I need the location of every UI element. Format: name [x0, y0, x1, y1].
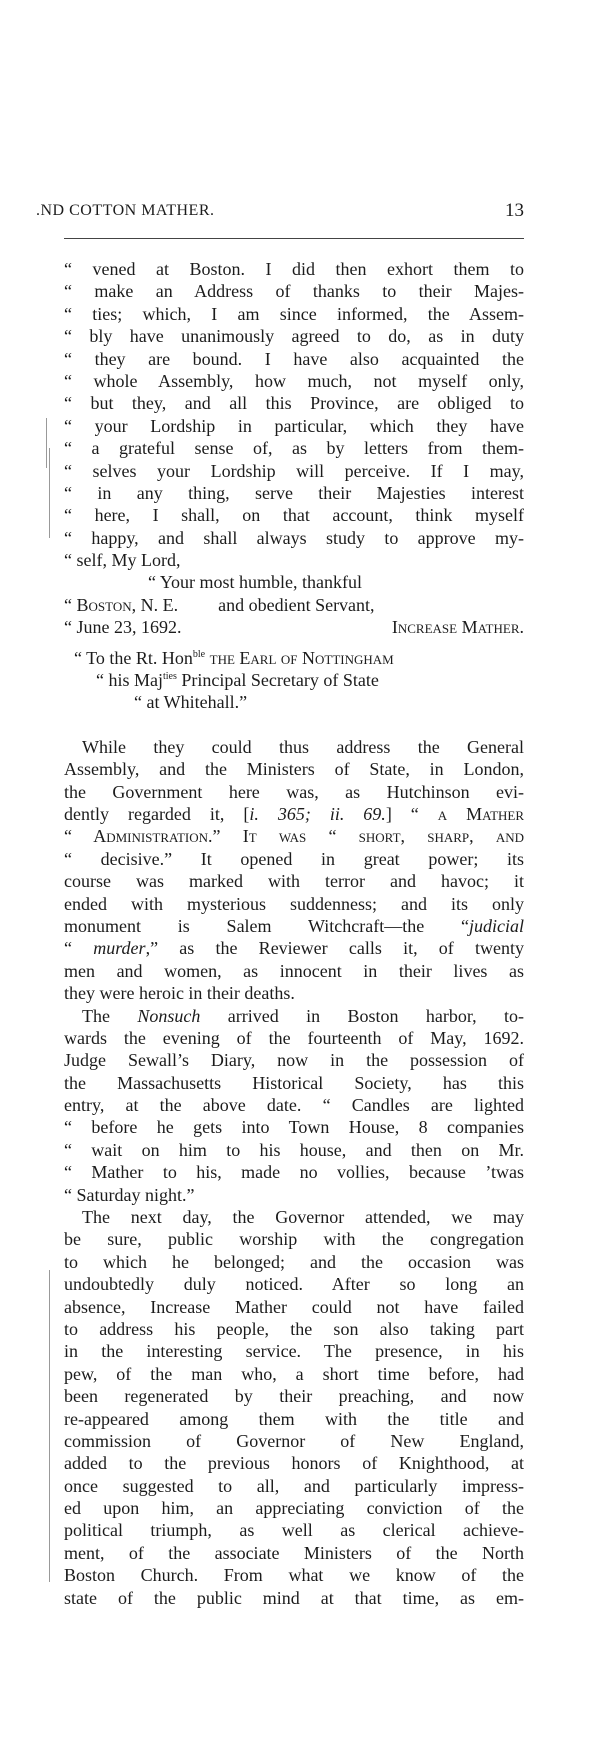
text-run-italic: murder: [93, 938, 146, 959]
paragraph-line: Assembly, and the Ministers of State, in London,: [64, 759, 524, 780]
address-line-1: [64, 647, 524, 669]
paragraph-line: be sure, public worship with the congregation: [64, 1229, 524, 1250]
text-run: “: [64, 938, 94, 959]
paragraph-line: in the interesting service. The presence, in his: [64, 1341, 524, 1362]
paragraph-line: wards the evening of the fourteenth of May, 1692.: [64, 1027, 524, 1048]
letter-line: “ in any thing, serve their Majesties interest: [64, 482, 524, 503]
paragraph-line: added to the previous honors of Knighthood, at: [64, 1453, 524, 1474]
paragraph-line: commission of Governor of New England,: [64, 1430, 524, 1451]
text-run-italic: Nonsuch: [137, 1005, 201, 1026]
letter-line: “ but they, and all this Province, are obliged to: [64, 393, 524, 414]
paragraph-3: [64, 1206, 524, 1609]
text-run: The: [82, 1005, 138, 1026]
letter-signature: Increase Mather.: [391, 617, 524, 638]
address-line-3: “ at Whitehall.”: [134, 692, 248, 713]
paragraph-line: The next day, the Governor attended, we may: [82, 1207, 524, 1228]
spacer: [64, 714, 524, 736]
letter-line: “ vened at Boston. I did then exhort them to: [64, 259, 524, 279]
letter-place: “ Boston, N. E.: [64, 594, 179, 615]
paragraph-line: ment, of the associate Ministers of the North: [64, 1542, 524, 1563]
paragraph-line: to address his people, the son also taking part: [64, 1318, 524, 1339]
letter-line: “ a grateful sense of, as by letters from them-: [64, 438, 524, 459]
paragraph-line: “ Administration.” It was “ short, sharp, and: [64, 826, 524, 847]
paragraph-line: absence, Increase Mather could not have failed: [64, 1296, 524, 1317]
letter-date: “ June 23, 1692.: [64, 617, 182, 638]
address-line-2: [64, 669, 524, 691]
letter-line: “ make an Address of thanks to their Majes-: [64, 281, 524, 302]
paragraph-line: they were heroic in their deaths.: [64, 983, 295, 1004]
paragraph-line: [64, 803, 524, 825]
spacer: [64, 639, 524, 647]
text-run: ] “ a Mather: [385, 803, 525, 824]
paragraph-line: been regenerated by their preaching, and now: [64, 1386, 524, 1407]
paragraph-line: [64, 937, 524, 959]
address-text: the Earl of Nottingham: [205, 647, 394, 668]
letter-date-line: [64, 616, 524, 638]
paragraph-line: Boston Church. From what we know of the: [64, 1565, 524, 1586]
text-run-italic: judicial: [469, 915, 524, 936]
page-header: [36, 202, 524, 228]
paragraph-line: the Massachusetts Historical Society, has this: [64, 1072, 524, 1093]
paragraph-1: [64, 736, 524, 1005]
paragraph-line: to which he belonged; and the occasion was: [64, 1251, 524, 1272]
text-run: monument is Salem Witchcraft—the “: [64, 915, 469, 936]
text-run: arrived in Boston harbor, to-: [200, 1005, 525, 1026]
paragraph-line: the Government here was, as Hutchinson evi-: [64, 781, 524, 802]
text-run: ,” as the Reviewer calls it, of twenty: [145, 938, 524, 959]
address-text: “ To the Rt. Hon: [74, 647, 193, 668]
letter-line: “ they are bound. I have also acquainted the: [64, 348, 524, 369]
paragraph-line: course was marked with terror and havoc; it: [64, 871, 524, 892]
paragraph-line: political triumph, as well as clerical achieve-: [64, 1520, 524, 1541]
letter-line: “ bly have unanimously agreed to do, as in duty: [64, 326, 524, 347]
letter-line: “ happy, and shall always study to approve my-: [64, 527, 524, 548]
paragraph-line: state of the public mind at that time, as em-: [64, 1587, 524, 1608]
paragraph-line: ed upon him, an appreciating conviction of the: [64, 1498, 524, 1519]
binding-shadow-mark: [49, 1270, 50, 1582]
letter-signoff: “ Your most humble, thankful: [148, 572, 362, 593]
letter-block: [64, 258, 524, 714]
address-superscript: ble: [192, 648, 206, 660]
paragraph-line: Judge Sewall’s Diary, now in the possession of: [64, 1050, 524, 1071]
page-text: [64, 258, 524, 1609]
address-superscript: ties: [163, 671, 177, 683]
text-run: dently regarded it, [: [64, 803, 250, 824]
paragraph-line: “ wait on him to his house, and then on Mr.: [64, 1139, 524, 1160]
paragraph-line: once suggested to all, and particularly impress-: [64, 1475, 524, 1496]
paragraph-line: undoubtedly duly noticed. After so long an: [64, 1274, 524, 1295]
letter-line: “ selves your Lordship will perceive. If I may,: [64, 460, 524, 481]
address-text: Principal Secretary of State: [176, 670, 379, 691]
paragraph-2: [64, 1005, 524, 1207]
paragraph-line: “ decisive.” It opened in great power; its: [64, 848, 524, 869]
paragraph-line: re-appeared among them with the title and: [64, 1408, 524, 1429]
header-rule: [64, 238, 524, 239]
running-title: .ND COTTON MATHER.: [36, 202, 215, 219]
address-text: “ his Maj: [96, 670, 163, 691]
paragraph-line: While they could thus address the General: [82, 736, 524, 757]
paragraph-line: “ Saturday night.”: [64, 1184, 195, 1205]
letter-line: “ ties; which, I am since informed, the Assem-: [64, 303, 524, 324]
letter-last-line: “ self, My Lord,: [64, 550, 181, 571]
binding-shadow-mark: [46, 418, 47, 468]
letter-line: “ your Lordship in particular, which they have: [64, 415, 524, 436]
text-run-italic: i. 365; ii. 69.: [249, 803, 386, 824]
paragraph-line: men and women, as innocent in their lives as: [64, 960, 524, 981]
page-number: 13: [505, 200, 524, 221]
binding-shadow-mark: [49, 448, 50, 538]
paragraph-line: “ before he gets into Town House, 8 companies: [64, 1117, 524, 1138]
letter-servant: and obedient Servant,: [218, 594, 375, 615]
paragraph-line: ended with mysterious suddenness; and its only: [64, 893, 524, 914]
paragraph-line: pew, of the man who, a short time before, had: [64, 1363, 524, 1384]
paragraph-line: entry, at the above date. “ Candles are lighted: [64, 1095, 524, 1116]
letter-place-line: [64, 594, 524, 616]
letter-line: “ whole Assembly, how much, not myself only,: [64, 370, 524, 391]
paragraph-line: [64, 1005, 524, 1027]
letter-line: “ here, I shall, on that account, think myself: [64, 505, 524, 526]
paragraph-line: [64, 915, 524, 937]
paragraph-line: “ Mather to his, made no vollies, because ’twas: [64, 1162, 524, 1183]
